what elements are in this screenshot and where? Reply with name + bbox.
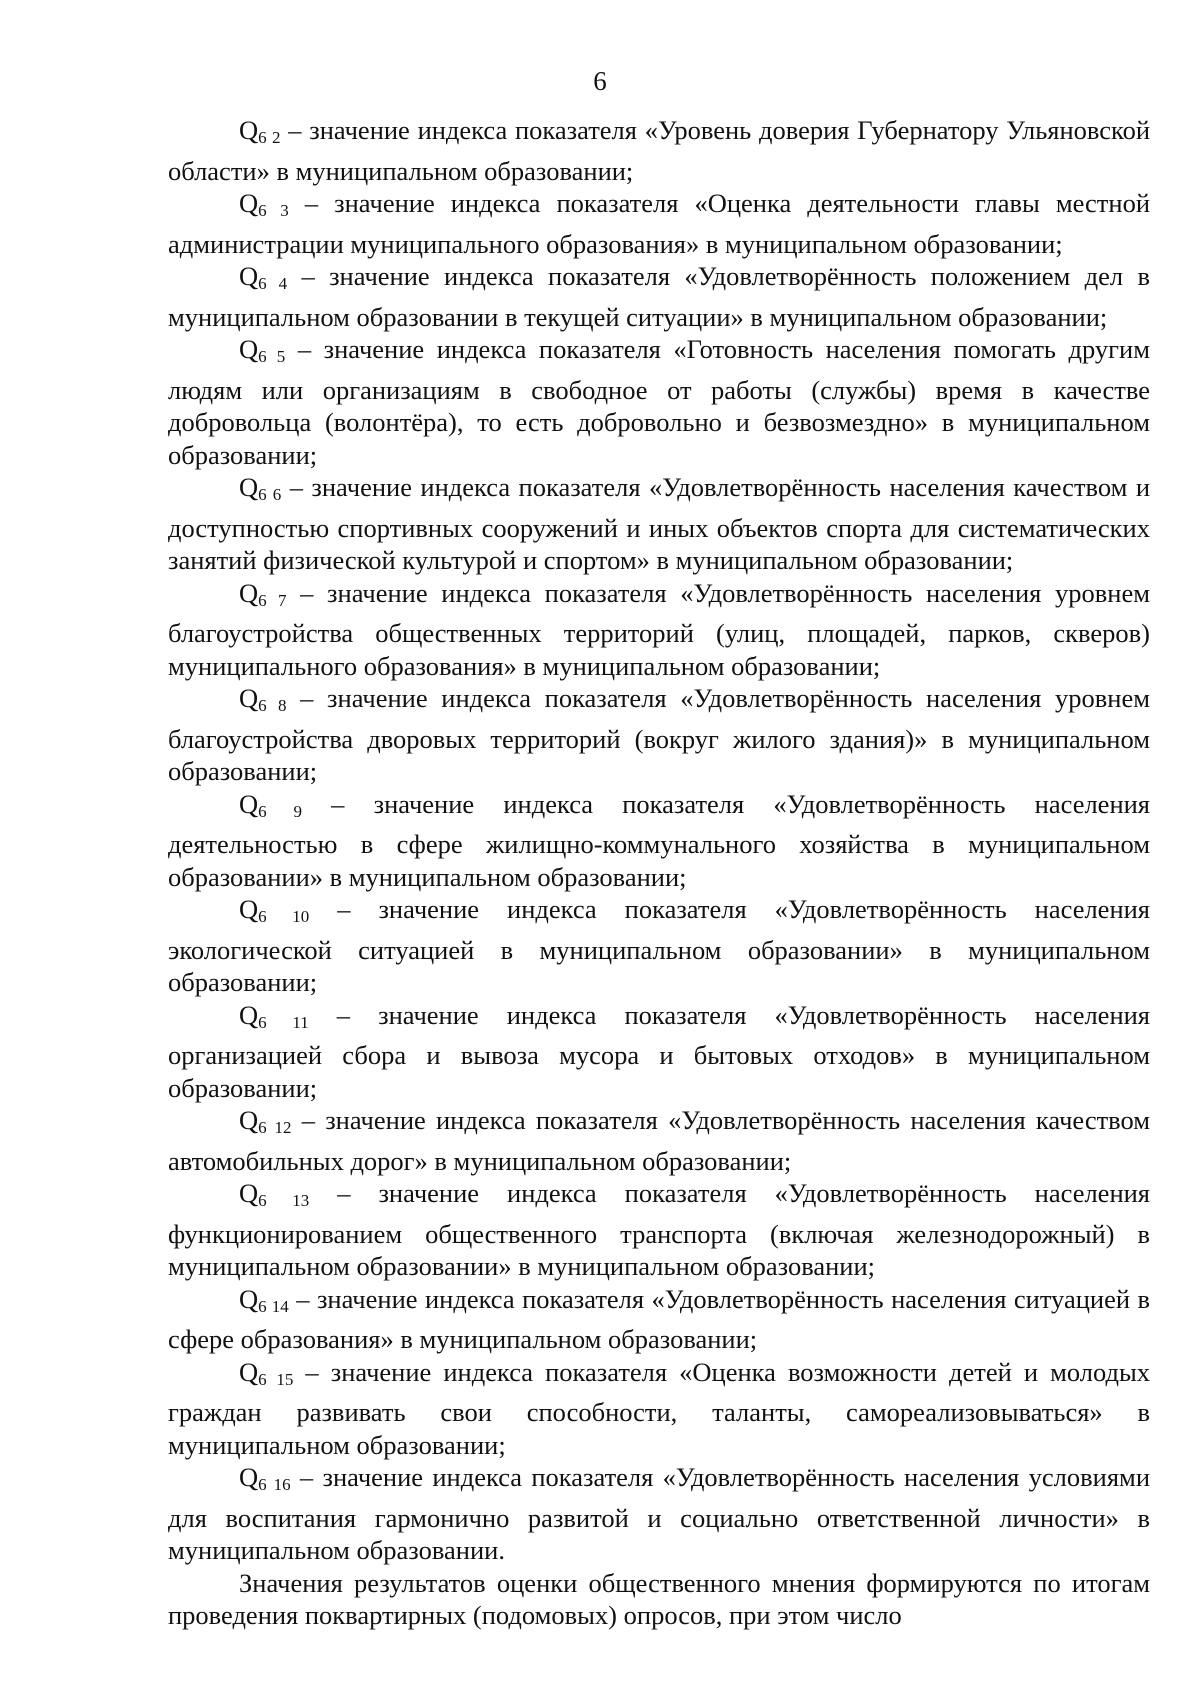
indicator-subscript: 6 8 [258,696,287,715]
indicator-text: – значение индекса показателя «Удовлетворённость положением дел в муниципальном образовании в текущей ситуации» в муниципальном образовании; [168,261,1150,332]
indicator-text: – значение индекса показателя «Удовлетворённость населения экологической ситуацией в муниципальном образовании» в муниципальном образовании; [168,894,1150,997]
indicator-subscript: 6 7 [258,590,287,610]
indicator-symbol: $Q_{6 14}$ [239,1283,289,1316]
indicator-text: – значение индекса показателя «Удовлетворённость населения организацией сбора и вывоза мусора и бытовых отходов» в муниципальном образовании; [168,999,1150,1103]
indicator-paragraph [168,260,1150,333]
indicator-text: – значение индекса показателя «Уровень доверия Губернатору Ульяновской области» в муниципальном образовании; [168,115,1150,186]
document-body [168,114,1150,1632]
indicator-subscript: 6 9 [258,801,302,821]
indicator-text: – значение индекса показателя «Удовлетворённость населения качеством автомобильных дорог» в муниципальном образовании; [168,1105,1151,1176]
indicator-subscript: 6 2 [258,128,281,147]
indicator-symbol: $Q_{6 9}$ [239,788,302,821]
indicator-paragraph [168,1461,1150,1567]
indicator-symbol: $Q_{6 12}$ [239,1105,292,1137]
page-number: 6 [593,66,607,96]
indicator-symbol: $Q_{6 3}$ [239,188,289,220]
indicator-paragraph [168,187,1150,260]
indicator-subscript: 6 13 [258,1191,310,1210]
indicator-paragraph [168,1356,1150,1462]
indicator-paragraph [168,1104,1150,1177]
indicator-symbol: $Q_{6 8}$ [239,683,287,715]
indicator-subscript: 6 15 [258,1369,294,1389]
indicator-symbol: $Q_{6 13}$ [239,1178,310,1210]
indicator-subscript: 6 14 [258,1296,289,1316]
indicator-subscript: 6 10 [258,907,310,926]
indicator-subscript: 6 5 [258,347,286,366]
indicator-text: – значение индекса показателя «Готовность населения помогать другим людям или организациям в свободное от работы (службы) время в качестве добровольца (волонтёра), то есть добровольно и безвозмездно» в муниципальном образовании; [168,334,1150,470]
indicator-subscript: 6 3 [258,201,289,220]
indicator-text: – значение индекса показателя «Удовлетворённость населения условиями для воспитания гармонично развитой и социально ответственной личности» в муниципальном образовании. [168,1462,1150,1565]
indicator-symbol: $Q_{6 10}$ [239,894,310,926]
indicator-paragraph [168,471,1150,577]
indicator-paragraph [168,682,1150,788]
indicator-subscript: 6 6 [258,485,282,504]
indicator-paragraph [168,1177,1150,1283]
indicator-paragraph [168,1283,1150,1356]
indicator-symbol: $Q_{6 5}$ [239,334,286,366]
indicator-text: – значение индекса показателя «Удовлетворённость населения функционированием общественного транспорта (включая железнодорожный) в муниципальном образовании» в муниципальном образовании; [168,1178,1150,1281]
indicator-paragraph [168,577,1150,683]
closing-paragraph: Значения результатов оценки общественного мнения формируются по итогам проведения поквартирных (подомовых) опросов, при этом число [168,1567,1150,1630]
indicator-symbol: $Q_{6 7}$ [239,577,287,610]
indicator-symbol: $Q_{6 15}$ [239,1356,294,1389]
indicator-text: – значение индекса показателя «Удовлетворённость населения деятельностью в сфере жилищно-коммунального хозяйства в муниципальном образовании» в муниципальном образовании; [168,788,1150,892]
indicator-paragraph [168,999,1150,1105]
indicator-text: – значение индекса показателя «Удовлетворённость населения качеством и доступностью спортивных сооружений и иных объектов спорта для систематических занятий физической культурой и спортом» в муниципальном образовании; [168,472,1151,575]
indicator-symbol: $Q_{6 16}$ [239,1462,291,1494]
indicator-paragraph [168,788,1150,894]
indicator-text: – значение индекса показателя «Оценка возможности детей и молодых граждан развивать свои способности, таланты, самореализовываться» в муниципальном образовании; [168,1356,1151,1460]
indicator-text: – значение индекса показателя «Удовлетворённость населения ситуацией в сфере образования» в муниципальном образовании; [168,1283,1151,1354]
indicator-symbol: $Q_{6 6}$ [239,472,282,504]
indicator-subscript: 6 16 [258,1475,291,1494]
indicator-paragraph [168,893,1150,999]
indicator-subscript: 6 11 [258,1012,309,1032]
indicator-text: – значение индекса показателя «Удовлетворённость населения уровнем благоустройства общественных территорий (улиц, площадей, парков, скверов) муниципального образования» в муниципальном образовании; [168,577,1150,681]
indicator-text: – значение индекса показателя «Удовлетворённость населения уровнем благоустройства дворовых территорий (вокруг жилого здания)» в муниципальном образовании; [168,683,1150,786]
indicator-symbol: $Q_{6 2}$ [239,115,281,147]
indicator-text: – значение индекса показателя «Оценка деятельности главы местной администрации муниципального образования» в муниципальном образовании; [168,188,1150,259]
indicator-symbol: $Q_{6 4}$ [239,261,288,293]
indicator-paragraph [168,333,1150,471]
indicator-subscript: 6 12 [258,1118,292,1137]
indicator-symbol: $Q_{6 11}$ [239,999,309,1032]
indicator-paragraph [168,114,1150,187]
indicator-subscript: 6 4 [258,274,288,293]
